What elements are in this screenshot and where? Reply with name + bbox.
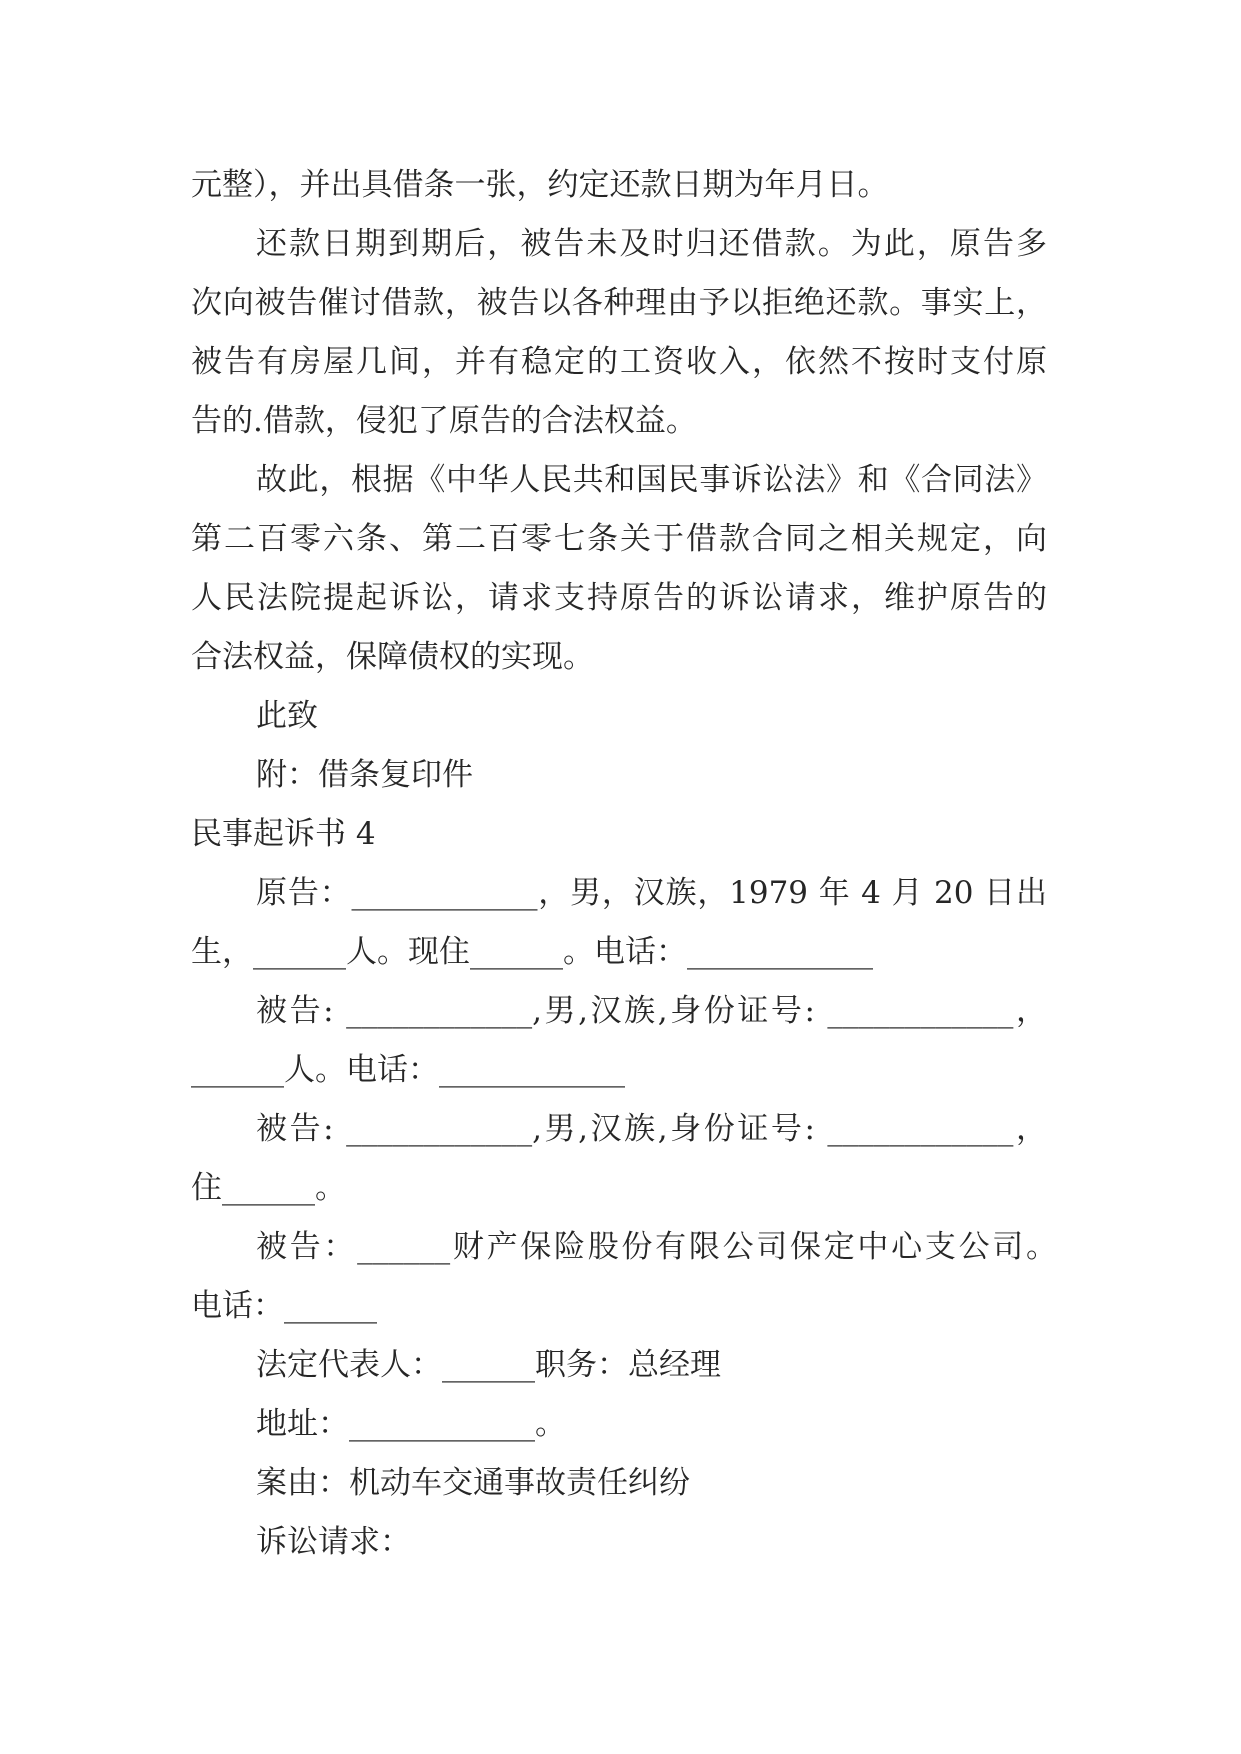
paragraph-line: 人民法院提起诉讼，请求支持原告的诉讼请求，维护原告的 <box>191 580 1047 616</box>
paragraph-line: 还款日期到期后，被告未及时归还借款。为此，原告多 <box>256 226 1047 262</box>
defendant-line: 住______。 <box>191 1170 346 1206</box>
paragraph-line: 合法权益，保障债权的实现。 <box>191 639 594 675</box>
closing-salutation: 此致 <box>256 698 318 734</box>
paragraph-line: 次向被告催讨借款，被告以各种理由予以拒绝还款。事实上， <box>191 285 1047 321</box>
cause-of-action-line: 案由：机动车交通事故责任纠纷 <box>256 1465 690 1501</box>
defendant-line: 被告：______财产保险股份有限公司保定中心支公司。 <box>256 1229 1057 1265</box>
paragraph-line: 第二百零六条、第二百零七条关于借款合同之相关规定，向 <box>191 521 1047 557</box>
address-line: 地址：____________。 <box>256 1406 566 1442</box>
defendant-line: 被告: ____________,男,汉族,身份证号: ____________， <box>256 993 1047 1029</box>
defendant-line: 被告: ____________,男,汉族,身份证号: ____________， <box>256 1111 1047 1147</box>
paragraph-line: 元整），并出具借条一张，约定还款日期为年月日。 <box>191 167 889 203</box>
plaintiff-line: 原告：____________，男，汉族，1979 年 4 月 20 日出 <box>256 875 1047 911</box>
paragraph-line: 故此，根据《中华人民共和国民事诉讼法》和《合同法》 <box>256 462 1047 498</box>
legal-representative-line: 法定代表人：______职务：总经理 <box>256 1347 721 1383</box>
claims-heading: 诉讼请求： <box>256 1524 411 1560</box>
defendant-line: ______人。电话：____________ <box>191 1052 625 1088</box>
defendant-phone-line: 电话：______ <box>191 1288 377 1324</box>
plaintiff-line: 生，______人。现住______。电话：____________ <box>191 934 873 970</box>
paragraph-line: 被告有房屋几间，并有稳定的工资收入，依然不按时支付原 <box>191 344 1047 380</box>
section-title: 民事起诉书 4 <box>191 816 376 852</box>
attachment-note: 附：借条复印件 <box>256 757 473 793</box>
paragraph-line: 告的.借款，侵犯了原告的合法权益。 <box>191 403 697 439</box>
